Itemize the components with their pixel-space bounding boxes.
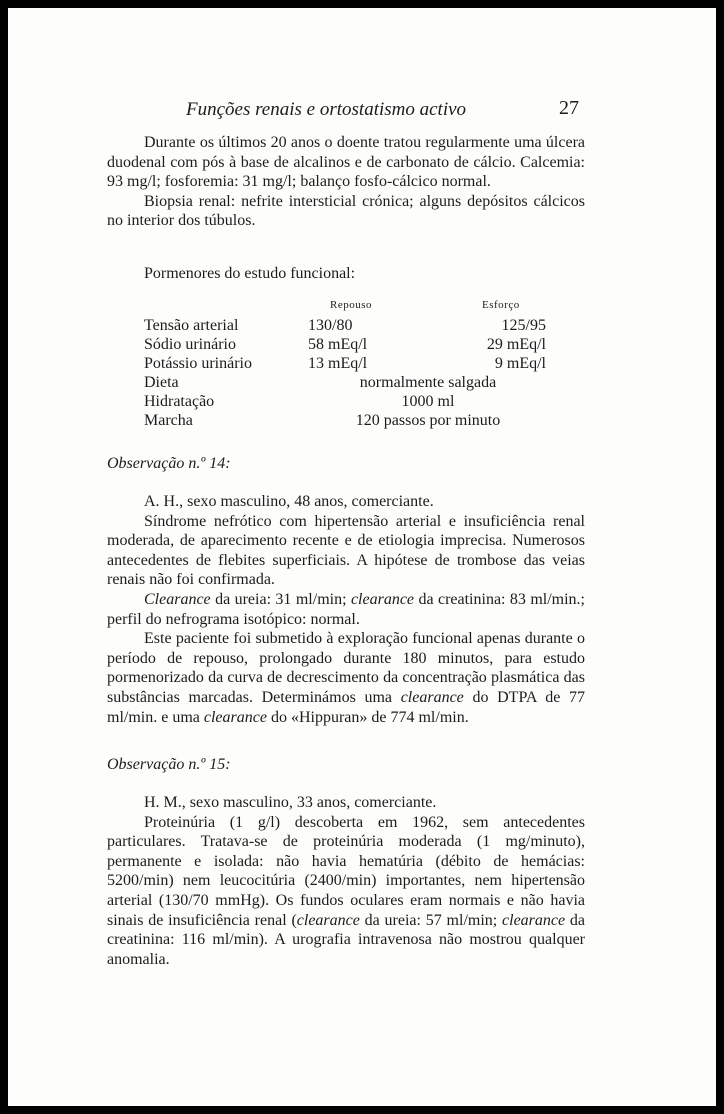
row-label: Hidratação [144, 393, 215, 410]
row-esforco: 29 mEq/l [486, 336, 546, 353]
row-repouso: 130/80 [308, 317, 353, 334]
intro-paragraph-1: Durante os últimos 20 anos o doente tratou regularmente uma úlcera duodenal com pós à base de alcalinos e de carbonato de cálcio. Calcemia: 93 mg/l; fosforemia: 31 mg/l; balanço fosfo-cálcico normal. [107, 134, 585, 191]
page-number: 27 [559, 97, 579, 119]
intro-paragraph-2: Biopsia renal: nefrite intersticial crónica; alguns depósitos cálcicos no interior dos túbulos. [107, 192, 585, 230]
running-title: Funções renais e ortostatismo activo [186, 99, 467, 120]
row-both: 120 passos por minuto [355, 412, 501, 429]
obs15-paragraph-1: H. M., sexo masculino, 33 anos, comerciante. [144, 794, 437, 811]
obs14-paragraph-1: A. H., sexo masculino, 48 anos, comerciante. [144, 493, 434, 510]
row-esforco: 125/95 [501, 317, 546, 334]
obs14-paragraph-4: Este paciente foi submetido à exploração funcional apenas durante o período de repouso, prolongado durante 180 minutos, para estudo pormenorizado da curva de decrescimento da concentração plasmática das substâncias marcadas. Determinámos uma clearance do DTPA de 77 ml/min. e uma clearance do «Hippuran» de 774 ml/min. [107, 630, 585, 726]
row-both: 1000 ml [401, 393, 455, 410]
obs15-block [107, 793, 585, 969]
intro-paragraph-3: Pormenores do estudo funcional: [144, 265, 356, 282]
row-esforco: 9 mEq/l [494, 355, 546, 372]
obs15-paragraph-2: Proteinúria (1 g/l) descoberta em 1962, sem antecedentes particulares. Tratava-se de proteinúria moderada (1 mg/minuto), permanente e isolada: não havia hematúria (débito de hemácias: 5200/min) nem leucocitúria (2400/min) importantes, nem hipertensão arterial (130/70 mmHg). Os fundos oculares eram normais e não havia sinais de insuficiência renal (clearance da ureia: 57 ml/min; clearance da creatinina: 116 ml/min). A urografia intravenosa não mostrou qualquer anomalia. [107, 813, 586, 968]
obs14-block [107, 492, 585, 727]
obs14-paragraph-2: Síndrome nefrótico com hipertensão arterial e insuficiência renal moderada, de aparecimento recente e de etiologia imprecisa. Numerosos antecedentes de flebites superficiais. A hipótese de trombose das veias renais não foi confirmada. [107, 512, 585, 589]
row-repouso: 58 mEq/l [308, 336, 368, 353]
row-both: normalmente salgada [359, 374, 497, 391]
obs14-paragraph-3: Clearance da ureia: 31 ml/min; clearance da creatinina: 83 ml/min.; perfil do nefrograma isotópico: normal. [107, 590, 585, 628]
row-label: Dieta [144, 374, 179, 391]
col-header-repouso: Repouso [330, 299, 372, 311]
row-label: Sódio urinário [144, 336, 236, 353]
obs14-title: Observação n.º 14: [107, 455, 231, 472]
obs15-title: Observação n.º 15: [107, 756, 231, 773]
row-repouso: 13 mEq/l [308, 355, 368, 372]
col-header-esforco: Esforço [482, 299, 520, 311]
row-label: Potássio urinário [144, 355, 252, 372]
row-label: Marcha [144, 412, 193, 429]
intro-block [107, 133, 585, 231]
page [8, 8, 716, 1106]
row-label: Tensão arterial [144, 317, 239, 334]
